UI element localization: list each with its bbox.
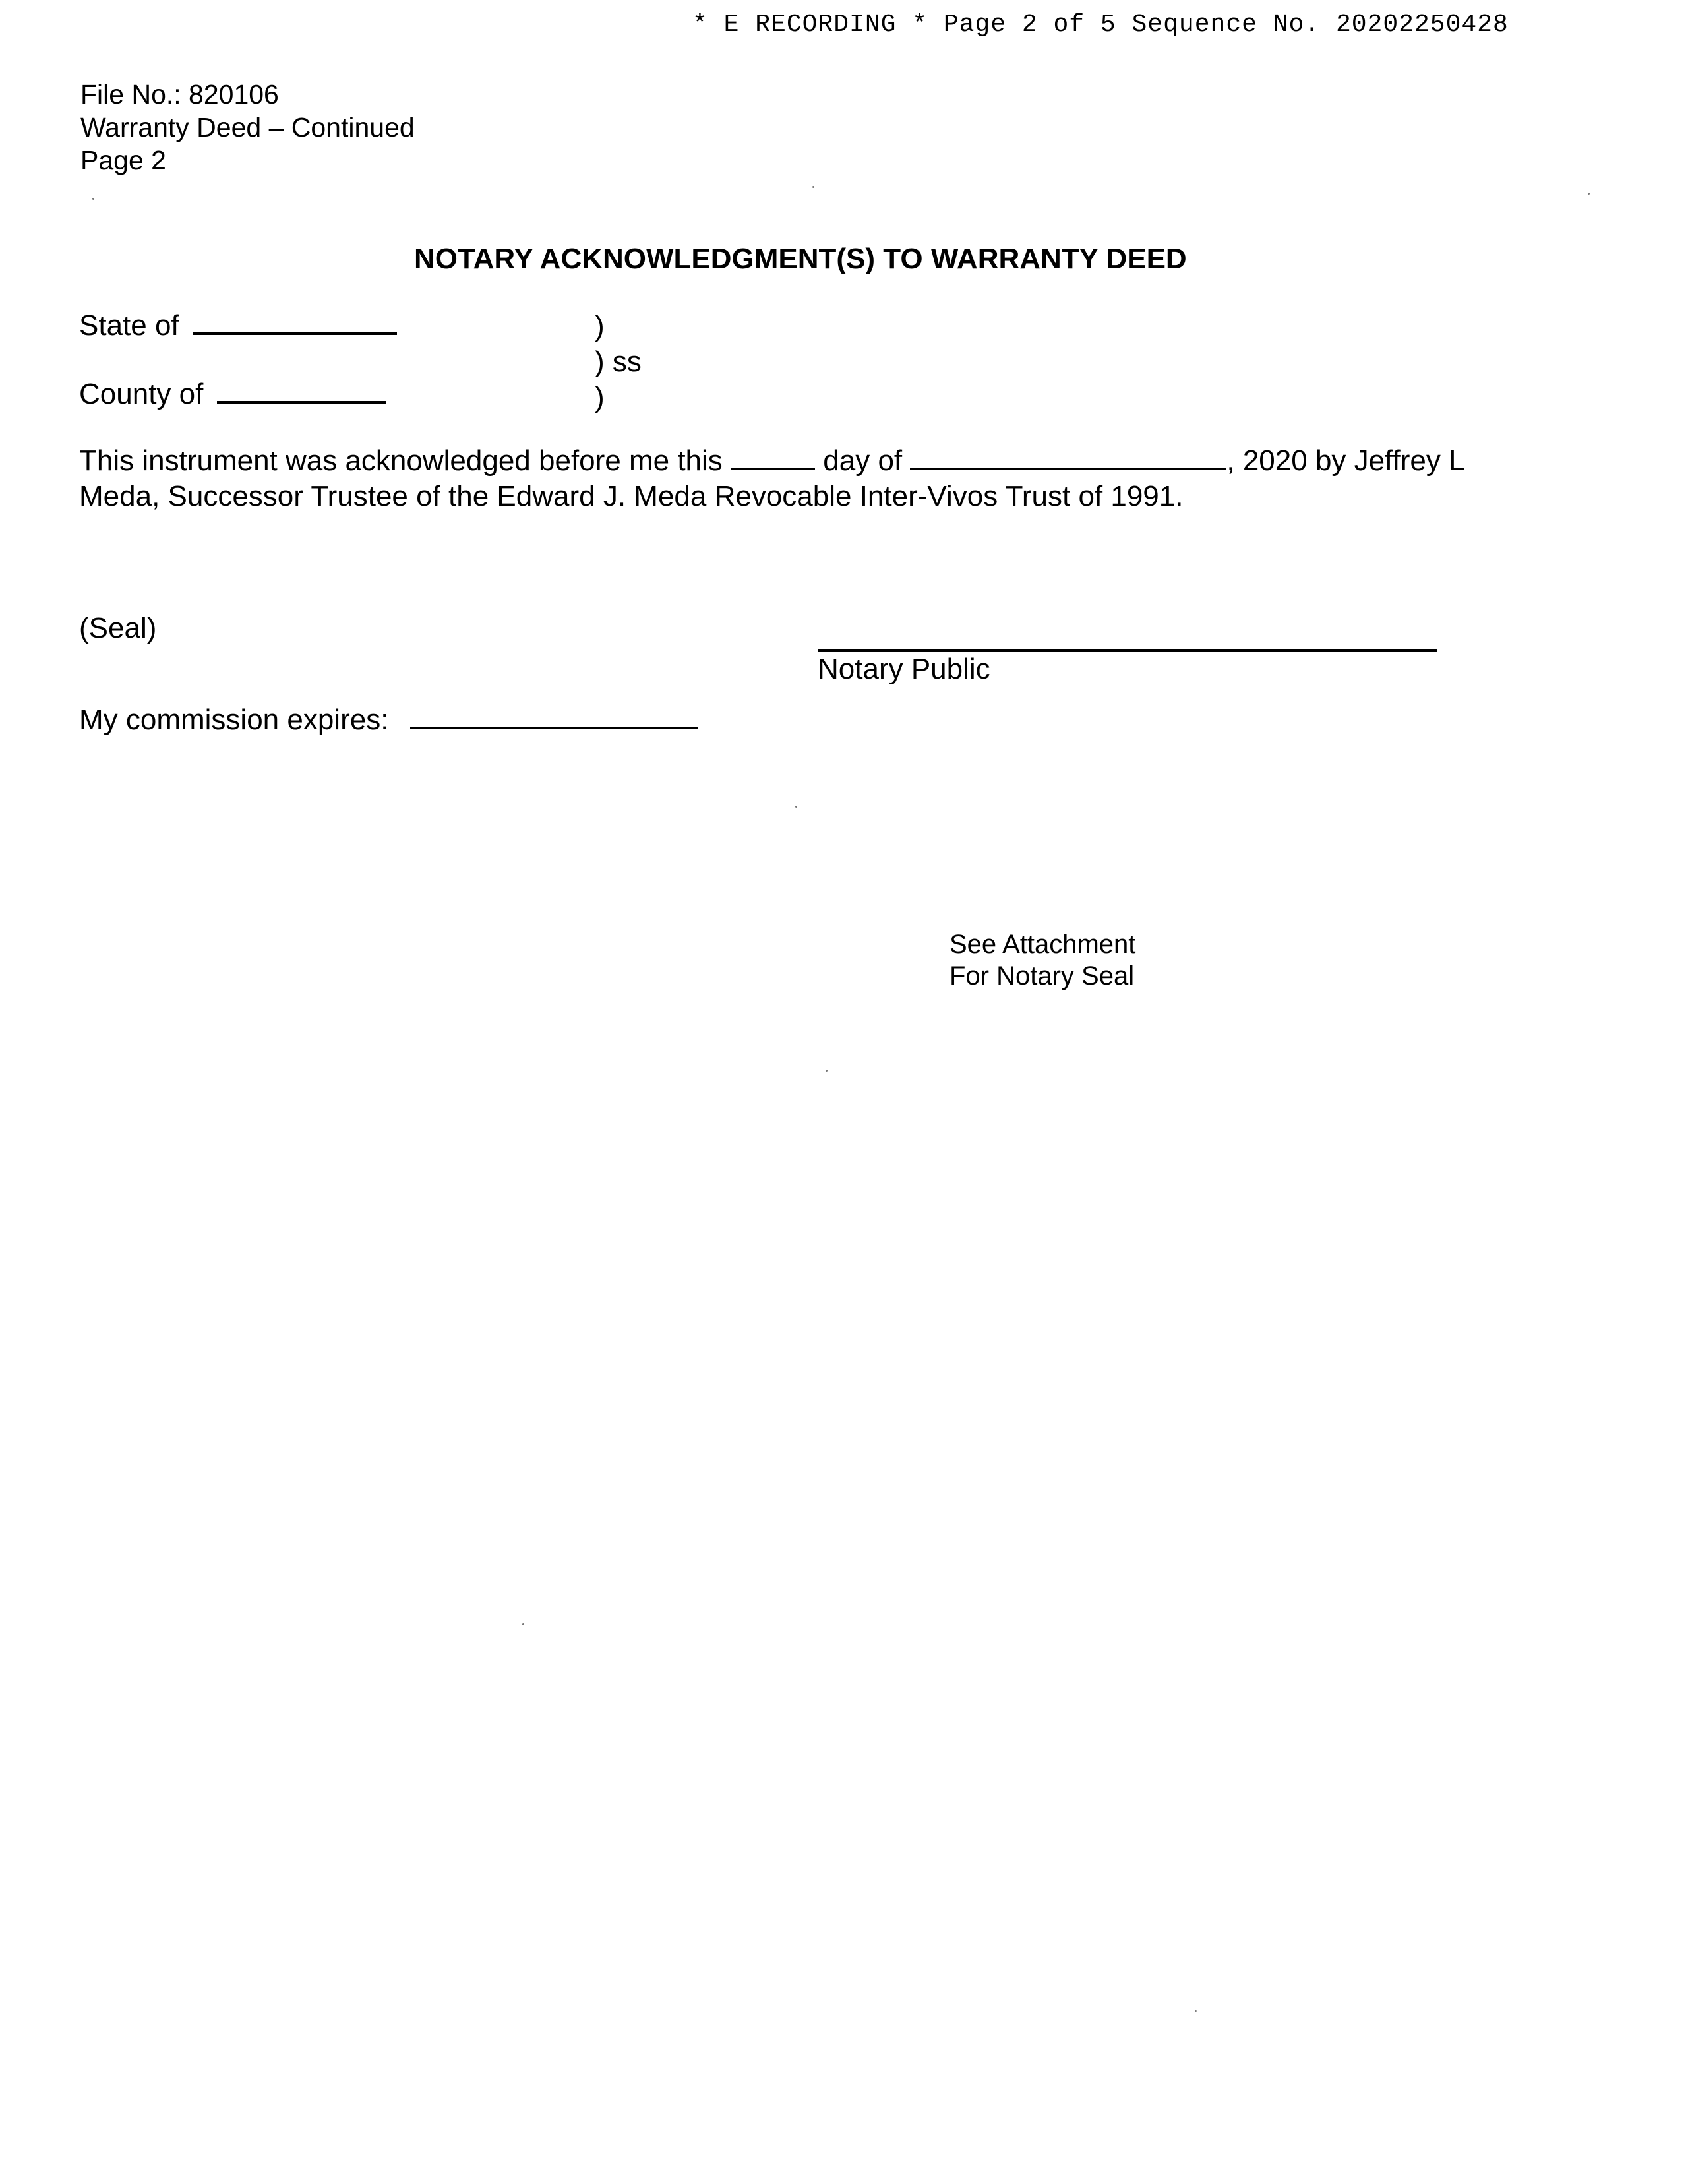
document-header — [80, 78, 415, 177]
venue-ss: ) ss — [595, 346, 642, 378]
attachment-line-1: See Attachment — [950, 930, 1136, 959]
state-label: State of — [79, 309, 179, 342]
ack-text-1: This instrument was acknowledged before me this — [79, 444, 723, 477]
scan-speck — [92, 198, 94, 200]
month-blank[interactable] — [910, 444, 1226, 470]
venue-paren-bottom: ) — [595, 381, 605, 413]
scan-speck — [795, 806, 797, 808]
commission-field — [79, 700, 698, 737]
scan-speck — [1588, 193, 1590, 195]
county-field — [79, 375, 386, 411]
notary-signature-line[interactable] — [818, 649, 1437, 652]
scan-speck — [812, 186, 814, 188]
file-number: File No.: 820106 — [80, 79, 279, 109]
commission-label: My commission expires: — [79, 704, 389, 736]
scan-speck — [826, 1070, 828, 1072]
notary-public-label: Notary Public — [818, 653, 990, 685]
venue-paren-top: ) — [595, 310, 605, 342]
seal-label: (Seal) — [79, 612, 157, 644]
page-title: NOTARY ACKNOWLEDGMENT(S) TO WARRANTY DEED — [414, 243, 1187, 275]
scan-speck — [522, 1623, 524, 1625]
e-recording-header: * E RECORDING * Page 2 of 5 Sequence No. 20202250428 — [692, 11, 1509, 39]
scan-speck — [1195, 2010, 1197, 2012]
acknowledgment-paragraph — [79, 443, 1530, 514]
state-field — [79, 306, 397, 342]
state-blank[interactable] — [193, 306, 397, 335]
ack-text-2: day of — [823, 444, 903, 477]
county-label: County of — [79, 378, 204, 410]
acknowledgment-line-2: Meda, Successor Trustee of the Edward J. Meda Revocable Inter-Vivos Trust of 1991. — [79, 480, 1184, 512]
attachment-note — [950, 928, 1135, 992]
county-blank[interactable] — [217, 375, 386, 404]
attachment-line-2: For Notary Seal — [950, 961, 1135, 990]
page-number: Page 2 — [80, 145, 166, 175]
document-type: Warranty Deed – Continued — [80, 112, 415, 142]
acknowledgment-line-1 — [79, 443, 1530, 479]
day-blank[interactable] — [731, 444, 815, 470]
commission-blank[interactable] — [410, 700, 698, 729]
ack-text-3: , 2020 by Jeffrey L — [1226, 444, 1465, 477]
